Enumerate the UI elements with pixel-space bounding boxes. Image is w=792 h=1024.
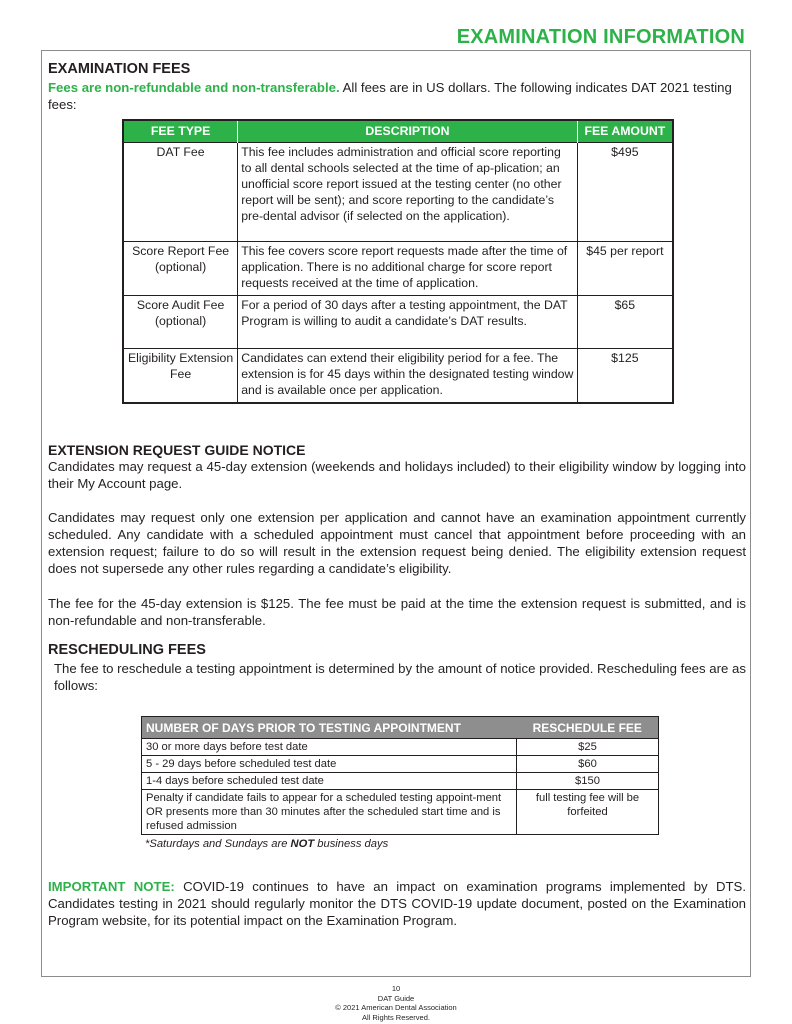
fees-intro-highlight: Fees are non-refundable and non-transferable. xyxy=(48,80,340,95)
fee-description-cell: Candidates can extend their eligibility period for a fee. The extension is for 45 days within the designated testing window and is available once per application. xyxy=(238,348,578,403)
section-title-rescheduling: RESCHEDULING FEES xyxy=(48,642,206,658)
table-row xyxy=(123,295,673,348)
reschedule-table xyxy=(141,716,659,835)
reschedule-fee-cell: $25 xyxy=(517,739,659,756)
fee-amount-cell: $495 xyxy=(577,142,673,241)
page-title: EXAMINATION INFORMATION xyxy=(456,26,745,48)
fee-amount-cell: $65 xyxy=(577,295,673,348)
table-row xyxy=(142,739,659,756)
reschedule-fee-cell: $60 xyxy=(517,756,659,773)
fee-type-cell: Score Audit Fee (optional) xyxy=(123,295,238,348)
fee-amount-header: FEE AMOUNT xyxy=(577,120,673,142)
extension-paragraph-3: The fee for the 45-day extension is $125. The fee must be paid at the time the extension request is submitted, and is non-refundable and non-transferable. xyxy=(48,596,746,628)
reschedule-fee-cell: full testing fee will be forfeited xyxy=(517,790,659,835)
reschedule-table-header xyxy=(142,717,659,739)
fee-description-cell: For a period of 30 days after a testing appointment, the DAT Program is willing to audit a candidate’s DAT results. xyxy=(238,295,578,348)
footer-copyright: © 2021 American Dental Association xyxy=(335,1003,457,1012)
fee-description-cell: This fee covers score report requests made after the time of application. There is no additional charge for score report requests received at the time of application. xyxy=(238,241,578,295)
section-title-examination-fees: EXAMINATION FEES xyxy=(48,61,191,77)
important-note-label: IMPORTANT NOTE: xyxy=(48,879,175,894)
table-row xyxy=(142,773,659,790)
footer-guide: DAT Guide xyxy=(377,993,415,1003)
extension-paragraph-1: Candidates may request a 45-day extension (weekends and holidays included) to their eligibility window by logging into their My Account page. xyxy=(48,459,746,491)
table-row xyxy=(123,241,673,295)
extension-paragraph-2: Candidates may request only one extension per application and cannot have an examination appointment currently scheduled. Any candidate with a scheduled appointment must cancel that appointment before proceeding with an extension request; failure to do so will result in the extension request being denied. The eligibility extension request does not supersede any other rules regarding a candidate’s eligibility. xyxy=(48,510,746,576)
table-row xyxy=(123,142,673,241)
days-prior-header: NUMBER OF DAYS PRIOR TO TESTING APPOINTMENT xyxy=(142,717,517,739)
page-footer xyxy=(0,984,792,1022)
reschedule-fee-cell: $150 xyxy=(517,773,659,790)
table-row xyxy=(142,790,659,835)
fee-table xyxy=(122,119,674,404)
rescheduling-intro: The fee to reschedule a testing appointment is determined by the amount of notice provided. Rescheduling fees are as follows: xyxy=(54,661,746,693)
description-header: DESCRIPTION xyxy=(238,120,578,142)
page-number: 10 xyxy=(391,984,401,993)
footer-rights: All Rights Reserved. xyxy=(362,1012,430,1022)
table-row xyxy=(142,756,659,773)
footnote-pre: *Saturdays and Sundays are xyxy=(145,838,291,850)
reschedule-fee-header: RESCHEDULE FEE xyxy=(517,717,659,739)
fee-type-cell: Eligibility Extension Fee xyxy=(123,348,238,403)
fee-type-header: FEE TYPE xyxy=(123,120,238,142)
important-note xyxy=(48,878,746,929)
fees-intro xyxy=(48,79,746,113)
fee-type-cell: DAT Fee xyxy=(123,142,238,241)
days-cell: Penalty if candidate fails to appear for a scheduled testing appoint-ment OR presents more than 30 minutes after the scheduled start time and is refused admission xyxy=(142,790,517,835)
weekend-footnote xyxy=(145,838,388,850)
fee-type-cell: Score Report Fee (optional) xyxy=(123,241,238,295)
fees-intro-text: All fees are in US dollars. The following indicates DAT 2021 testing fees: xyxy=(48,80,732,112)
footnote-post: business days xyxy=(314,838,389,850)
section-title-extension: EXTENSION REQUEST GUIDE NOTICE xyxy=(48,442,306,458)
table-row xyxy=(123,348,673,403)
fee-amount-cell: $125 xyxy=(577,348,673,403)
fee-amount-cell: $45 per report xyxy=(577,241,673,295)
days-cell: 1-4 days before scheduled test date xyxy=(142,773,517,790)
important-note-text: COVID-19 continues to have an impact on examination programs implemented by DTS. Candidates testing in 2021 should regularly monitor the DTS COVID-19 update document, posted on the Examination Program website, for its potential impact on the Examination Program. xyxy=(48,879,747,928)
days-cell: 30 or more days before test date xyxy=(142,739,517,756)
fee-description-cell: This fee includes administration and official score reporting to all dental schools selected at the time of ap-plication; an unofficial score report issued at the testing center (no other report will be sent); and score reporting to the candidate’s pre-dental advisor (if selected on the application). xyxy=(238,142,578,241)
fee-table-header xyxy=(123,120,673,142)
days-cell: 5 - 29 days before scheduled test date xyxy=(142,756,517,773)
footnote-emphasis: NOT xyxy=(290,838,315,850)
